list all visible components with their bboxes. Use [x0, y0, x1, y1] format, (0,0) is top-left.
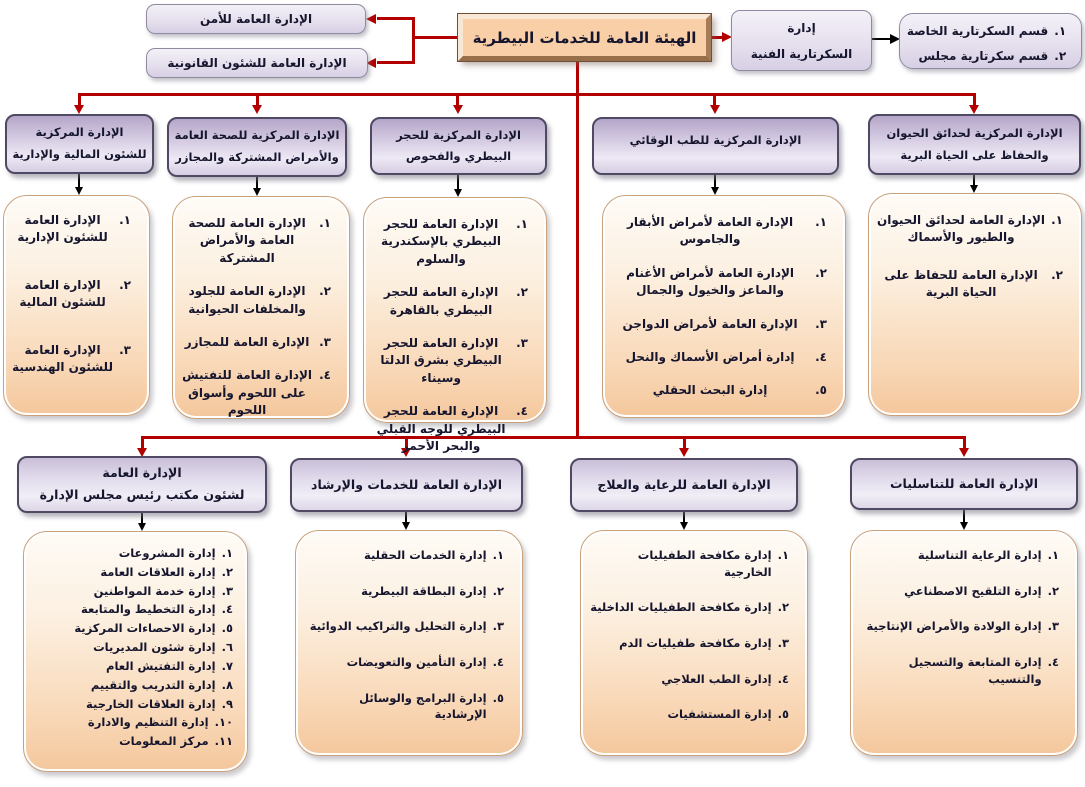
central-admin-header-zoos [868, 114, 1081, 175]
central-admin-header-preventive [592, 117, 839, 175]
list-item [12, 342, 131, 377]
list [869, 194, 1081, 415]
item-number: ١. [1054, 24, 1067, 38]
item-number: ١. [1047, 548, 1059, 562]
item-text: الإدارة العامة للشئون الإدارية [17, 213, 108, 245]
list [296, 531, 522, 755]
arrowhead-down-icon [453, 105, 463, 114]
arrowhead-down-icon [970, 185, 978, 193]
item-number: ٢. [815, 265, 827, 280]
header-line: الإدارة المركزية للصحة العامة [174, 128, 340, 143]
header-line: الإدارة المركزية لحدائق الحيوان [886, 125, 1063, 140]
header-line: البيطري والفحوص [405, 148, 512, 163]
general-admin-header-care [570, 458, 798, 512]
arrowhead-down-icon [960, 522, 968, 530]
item-text: إدارة المتابعة والتسجيل والتنسيب [908, 655, 1042, 686]
general-admin-list-reproduction [850, 530, 1078, 756]
connector-line [412, 36, 459, 39]
list-item [859, 618, 1059, 635]
list-item [877, 212, 1063, 247]
item-number: ١٠. [214, 715, 233, 730]
list-item [611, 214, 827, 249]
authority-root-box [458, 14, 711, 61]
item-number: ٤. [221, 602, 233, 617]
item-number: ٥. [221, 621, 233, 636]
list-item [28, 545, 233, 563]
item-number: ٤. [492, 655, 504, 670]
general-admin-list-services [295, 530, 523, 756]
item-text: إدارة العلاقات الخارجية [86, 696, 216, 711]
connector-line [412, 17, 415, 64]
item-number: ٣. [492, 619, 504, 634]
item-number: ٢. [221, 564, 233, 579]
list-item [907, 23, 1066, 40]
item-number: ٩. [221, 696, 233, 711]
security-admin-label: الإدارة العامة للأمن [199, 12, 313, 26]
connector-trunk [576, 61, 579, 438]
list-item [181, 215, 331, 267]
item-text: الإدارة العامة للحفاظ على الحياة البرية [884, 267, 1038, 300]
list-item [859, 583, 1059, 600]
header-line: الإدارة العامة للتناسليات [889, 475, 1039, 491]
list [24, 532, 247, 771]
item-number: ١. [119, 213, 131, 227]
central-admin-header-public-health [167, 117, 347, 177]
list-item [28, 677, 233, 695]
arrowhead-down-icon [679, 448, 689, 457]
list-item [181, 283, 331, 318]
list-item [28, 583, 233, 601]
tech-secretariat-line2: السكرتارية الفنية [750, 46, 853, 61]
central-admin-list-preventive [602, 195, 846, 418]
root-title: الهيئة العامة للخدمات البيطرية [472, 28, 697, 47]
list-item [28, 564, 233, 582]
tech-secretariat-line1: إدارة [787, 20, 816, 35]
item-text: الإدارة العامة لحدائق الحيوان والطيور والأسماك [877, 213, 1046, 245]
item-number: ٣. [221, 583, 233, 598]
item-text: إدارة التنظيم والادارة [87, 715, 209, 730]
item-text: إدارة المستشفيات [667, 707, 772, 722]
item-number: ٧. [221, 658, 233, 673]
header-line: الإدارة المركزية [35, 125, 124, 140]
list-item [304, 547, 504, 564]
item-number: ٢. [516, 285, 528, 300]
central-admin-list-zoos [868, 193, 1082, 416]
header-line: لشئون مكتب رئيس مجلس الإدارة [39, 486, 245, 502]
item-text: إدارة التفتيش العام [106, 658, 216, 673]
general-admin-list-chairman-office [23, 531, 248, 772]
general-admin-header-chairman-office [17, 456, 267, 513]
item-text: الإدارة العامة للمجازر [184, 334, 310, 349]
item-text: إدارة الرعاية التناسلية [917, 548, 1042, 562]
legal-admin-box [146, 48, 368, 78]
connector-line [78, 174, 80, 188]
item-text: إدارة الولادة والأمراض الإنتاجية [866, 619, 1042, 634]
item-number: ٤. [777, 671, 789, 686]
arrowhead-down-icon [75, 187, 83, 195]
item-text: إدارة شئون المديريات [93, 640, 216, 655]
item-number: ١. [319, 216, 331, 230]
item-number: ١. [777, 548, 789, 562]
connector-line [377, 61, 415, 64]
secretariat-departments-list [901, 14, 1080, 68]
item-text: إدارة التأمين والتعويضات [346, 655, 487, 670]
item-number: ٤. [815, 349, 827, 364]
list-item [589, 671, 789, 688]
legal-admin-label: الإدارة العامة للشئون القانونية [167, 56, 347, 70]
item-text: إدارة البطاقة البيطرية [361, 583, 487, 598]
item-number: ٥. [777, 707, 789, 722]
arrowhead-down-icon [959, 448, 969, 457]
list-item [28, 714, 233, 732]
list [581, 531, 807, 755]
item-number: ٤. [1047, 655, 1059, 670]
item-number: ٣. [319, 334, 331, 349]
item-number: ٢. [319, 284, 331, 299]
list-item [181, 334, 331, 351]
list-item [28, 696, 233, 714]
list-item [589, 547, 789, 580]
item-text: الإدارة العامة للحجر البيطري بشرق الدلتا وسيناء [380, 335, 502, 385]
list-item [372, 284, 528, 319]
header-line: والأمراض المشتركة والمجازر [175, 150, 339, 165]
header-line: الإدارة المركزية للطب الوقائي [629, 132, 802, 147]
list-item [611, 265, 827, 300]
item-number: ٥. [492, 690, 504, 705]
item-text: إدارة مكافحة الطفيليات الداخلية [590, 600, 772, 615]
connector-line [377, 17, 415, 20]
list-item [304, 690, 504, 723]
list-item [589, 706, 789, 723]
list [4, 196, 149, 415]
item-number: ٣. [815, 316, 827, 331]
item-text: إدارة أمراض الأسماك والنحل [625, 349, 795, 364]
arrowhead-down-icon [710, 105, 720, 114]
list-item [28, 620, 233, 638]
arrowhead-down-icon [969, 105, 979, 114]
list-item [589, 599, 789, 616]
header-line: الإدارة المركزية للحجر [396, 127, 521, 142]
central-admin-header-quarantine [370, 117, 547, 175]
item-number: ٦. [221, 640, 233, 655]
item-number: ١١. [214, 734, 233, 749]
item-text: إدارة الطب العلاجي [661, 671, 772, 686]
item-text: الإدارة العامة لأمراض الأغنام والماعز والخيول والجمال [626, 265, 795, 298]
arrowhead-left-icon [366, 14, 376, 24]
connector-line [872, 38, 891, 40]
central-admin-header-finance [5, 114, 154, 174]
list-item [28, 639, 233, 657]
item-number: ٥. [815, 383, 827, 398]
list [364, 198, 546, 453]
item-text: إدارة التلقيح الاصطناعي [904, 583, 1042, 598]
item-text: الإدارة العامة للصحة العامة والأمراض المشتركة [188, 216, 306, 265]
item-text: الإدارة العامة للحجر البيطري للوجه القبلي والبحر الأحمر [376, 404, 506, 453]
arrowhead-down-icon [253, 188, 261, 196]
list-item [372, 403, 528, 455]
item-number: ٣. [1047, 619, 1059, 634]
list-item [611, 349, 827, 366]
list-item [12, 277, 131, 312]
item-number: ٣. [777, 636, 789, 651]
secretariat-departments-box [899, 13, 1082, 69]
item-number: ٢. [1047, 583, 1059, 598]
item-number: ٢. [1054, 49, 1067, 64]
item-text: مركز المعلومات [119, 734, 209, 749]
arrowhead-down-icon [454, 189, 462, 197]
general-admin-header-services [290, 458, 523, 512]
item-text: قسم سكرتارية مجلس [918, 49, 1049, 64]
item-text: إدارة الخدمات الحقلية [364, 548, 487, 562]
item-text: الإدارة العامة للشئون الهندسية [12, 342, 113, 374]
item-number: ١. [516, 217, 528, 231]
item-text: إدارة البحث الحقلي [652, 383, 768, 398]
item-text: إدارة التحليل والتراكيب الدوائية [309, 619, 487, 634]
central-admin-list-finance [3, 195, 150, 416]
item-text: إدارة التدريب والتقييم [90, 677, 216, 692]
header-line: الإدارة العامة للخدمات والإرشاد [311, 476, 502, 492]
connector-line [457, 175, 459, 190]
list-item [12, 212, 131, 247]
item-text: إدارة مكافحة الطفيليات الخارجية [637, 548, 772, 579]
item-text: الإدارة العامة للتفتيش على اللحوم وأسواق اللحوم [182, 368, 313, 418]
list-item [907, 48, 1066, 65]
item-text: الإدارة العامة للحجر البيطري بالقاهرة [383, 285, 499, 317]
item-text: الإدارة العامة لأمراض الأبقار والجاموس [626, 215, 794, 247]
list-item [877, 267, 1063, 302]
list [603, 196, 845, 417]
list-item [589, 635, 789, 652]
item-text: إدارة الاحصاءات المركزية [74, 621, 216, 636]
item-number: ٨. [221, 677, 233, 692]
item-text: قسم السكرتارية الخاصة [906, 24, 1049, 38]
security-admin-box [146, 4, 366, 34]
item-text: الإدارة العامة لأمراض الدواجن [622, 316, 798, 331]
arrowhead-down-icon [402, 522, 410, 530]
central-admin-list-public-health [172, 196, 350, 419]
list-item [859, 654, 1059, 687]
item-number: ١. [1051, 213, 1063, 227]
item-number: ١. [815, 215, 827, 229]
item-text: الإدارة العامة للحجر البيطري بالإسكندرية والسلوم [381, 217, 502, 266]
arrowhead-down-icon [680, 522, 688, 530]
item-number: ٢. [119, 277, 131, 292]
connector-rail [78, 93, 976, 96]
connector-rail [141, 436, 965, 439]
item-text: إدارة مكافحة طفيليات الدم [619, 636, 772, 651]
general-admin-header-reproduction [850, 458, 1078, 510]
arrowhead-down-icon [711, 187, 719, 195]
header-line: والحفاظ على الحياة البرية [900, 147, 1049, 162]
list-item [181, 367, 331, 419]
item-text: إدارة البرامج والوسائل الإرشادية [359, 690, 487, 722]
list-item [28, 658, 233, 676]
list-item [28, 733, 233, 751]
list [851, 531, 1077, 755]
list-item [859, 547, 1059, 564]
central-admin-list-quarantine [363, 197, 547, 453]
item-number: ١. [492, 548, 504, 562]
list [173, 197, 349, 418]
list-item [372, 335, 528, 387]
list-item [304, 654, 504, 671]
list-item [304, 618, 504, 635]
list-item [304, 583, 504, 600]
list-item [372, 216, 528, 268]
tech-secretariat-box [731, 10, 872, 71]
header-line: الإدارة العامة [102, 465, 182, 481]
item-text: إدارة العلاقات العامة [100, 564, 216, 579]
general-admin-list-care [580, 530, 808, 756]
item-number: ٤. [319, 368, 331, 383]
item-text: الإدارة العامة للشئون المالية [19, 277, 106, 310]
item-text: إدارة التخطيط والمتابعة [81, 602, 216, 617]
header-line: للشئون المالية والإدارية [12, 147, 147, 162]
header-line: الإدارة العامة للرعاية والعلاج [597, 476, 771, 492]
item-text: إدارة خدمة المواطنين [93, 583, 216, 598]
item-text: إدارة المشروعات [118, 546, 216, 560]
item-number: ٣. [516, 335, 528, 350]
item-number: ٢. [777, 600, 789, 615]
item-number: ٢. [492, 583, 504, 598]
item-text: الإدارة العامة للجلود والمخلفات الحيوانية [188, 284, 306, 316]
item-number: ٤. [516, 404, 528, 419]
list-item [28, 601, 233, 619]
arrowhead-down-icon [74, 105, 84, 114]
list-item [611, 382, 827, 399]
item-number: ٣. [119, 342, 131, 357]
item-number: ٢. [1051, 267, 1063, 282]
arrowhead-down-icon [138, 523, 146, 531]
arrowhead-down-icon [252, 105, 262, 114]
item-number: ١. [221, 546, 233, 560]
list-item [611, 316, 827, 333]
